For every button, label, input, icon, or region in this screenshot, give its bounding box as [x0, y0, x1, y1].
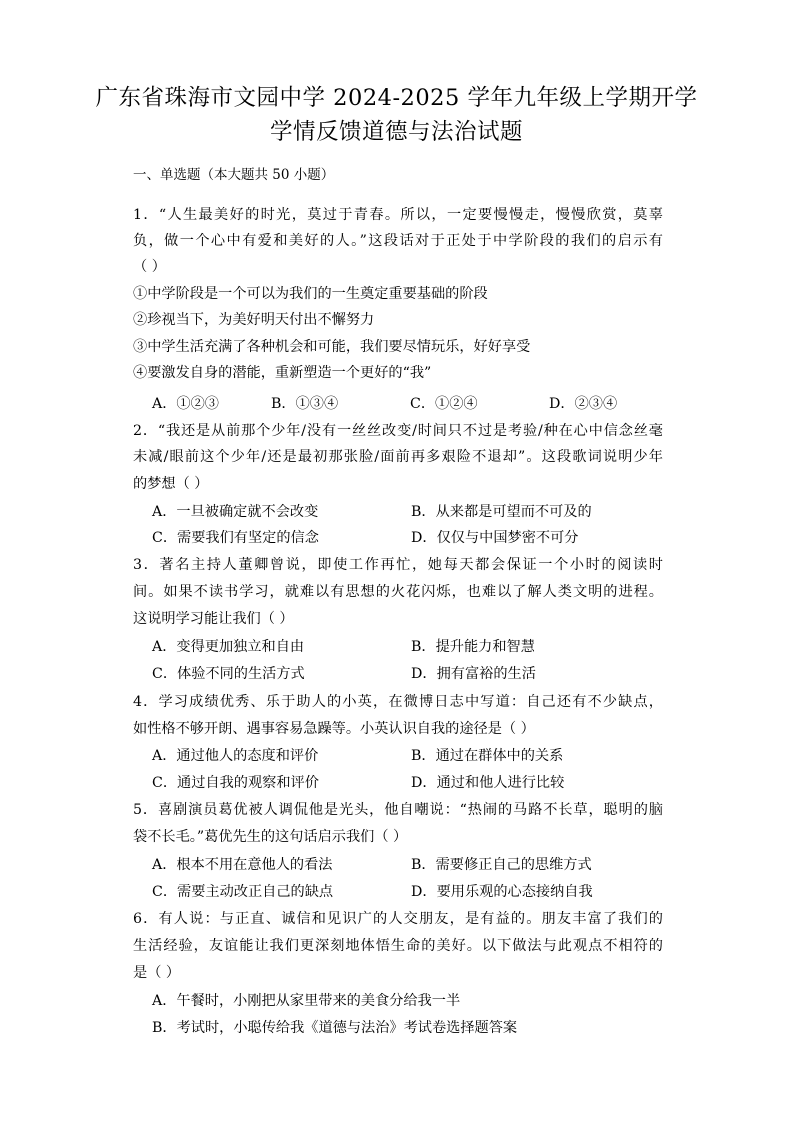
question-3-line: 这说明学习能让我们（ ）: [133, 611, 294, 627]
question-3-line: 3．著名主持人董卿曾说，即使工作再忙，她每天都会保证一个小时的阅读时: [133, 557, 663, 573]
question-4-option-a: A．通过他人的态度和评价: [152, 748, 319, 764]
question-1-item: ④要激发自身的潜能，重新塑造一个更好的“我”: [133, 365, 432, 381]
question-6-option-a: A．午餐时，小刚把从家里带来的美食分给我一半: [152, 993, 461, 1009]
question-2-line: 的梦想（ ）: [133, 476, 209, 492]
question-3-line: 间。如果不读书学习，就难以有思想的火花闪烁，也难以了解人类文明的进程。: [133, 584, 663, 600]
question-6-line: 生活经验，友谊能让我们更深刻地体悟生命的美好。以下做法与此观点不相符的: [133, 938, 663, 954]
question-3-option-a: A．变得更加独立和自由: [152, 639, 305, 655]
question-1-item: ②珍视当下，为美好明天付出不懈努力: [133, 312, 375, 328]
question-4-option-c: C．通过自我的观察和评价: [152, 775, 319, 791]
question-1-item: ③中学生活充满了各种机会和可能，我们要尽情玩乐，好好享受: [133, 339, 531, 355]
question-4-option-b: B．通过在群体中的关系: [411, 748, 564, 764]
question-3-option-b: B．提升能力和智慧: [411, 639, 535, 655]
question-2-option-d: D．仅仅与中国梦密不可分: [411, 530, 579, 546]
question-2-option-b: B．从来都是可望而不可及的: [411, 504, 592, 520]
question-5-option-a: A．根本不用在意他人的看法: [152, 857, 333, 873]
question-4-option-d: D．通过和他人进行比较: [411, 775, 565, 791]
question-5-option-c: C．需要主动改正自己的缺点: [152, 884, 334, 900]
question-1-option-d: D．②③④: [549, 396, 618, 412]
question-3-option-c: C．体验不同的生活方式: [152, 666, 305, 682]
question-3-option-d: D．拥有富裕的生活: [411, 666, 536, 682]
question-2-option-c: C．需要我们有坚定的信念: [152, 530, 319, 546]
question-2-option-a: A．一旦被确定就不会改变: [152, 504, 319, 520]
question-6-line: 6．有人说：与正直、诚信和见识广的人交朋友，是有益的。朋友丰富了我们的: [133, 911, 663, 927]
question-2-line: 未减/眼前这个少年/还是最初那张脸/面前再多艰险不退却”。这段歌词说明少年: [133, 449, 663, 465]
doc-title-line1: 广东省珠海市文园中学 2024-2025 学年九年级上学期开学: [95, 85, 698, 111]
question-1-line: 负，做一个心中有爱和美好的人。”这段话对于正处于中学阶段的我们的启示有: [133, 233, 663, 249]
question-1-option-c: C．①②④: [410, 396, 478, 412]
question-4-line: 4．学习成绩优秀、乐于助人的小英，在微博日志中写道：自己还有不少缺点，: [133, 694, 663, 710]
section-heading: 一、单选题（本大题共 50 小题）: [133, 167, 335, 183]
question-5-option-b: B．需要修正自己的思维方式: [411, 857, 592, 873]
question-5-line: 袋不长毛。”葛优先生的这句话启示我们（ ）: [133, 829, 408, 845]
doc-title-line2: 学情反馈道德与法治试题: [269, 119, 523, 145]
question-1-option-a: A．①②③: [152, 396, 219, 412]
question-1-item: ①中学阶段是一个可以为我们的一生奠定重要基础的阶段: [133, 286, 488, 302]
question-1-line: （ ）: [133, 259, 166, 275]
question-1-option-b: B．①③④: [271, 396, 339, 412]
question-2-line: 2．“我还是从前那个少年/没有一丝丝改变/时间只不过是考验/种在心中信念丝毫: [133, 423, 663, 439]
question-1-line: 1．“人生最美好的时光，莫过于青春。所以，一定要慢慢走，慢慢欣赏，莫辜: [133, 207, 663, 223]
question-6-option-b: B．考试时，小聪传给我《道德与法治》考试卷选择题答案: [152, 1020, 518, 1036]
question-6-line: 是（ ）: [133, 965, 181, 981]
question-4-line: 如性格不够开朗、遇事容易急躁等。小英认识自我的途径是（ ）: [133, 721, 535, 737]
question-5-option-d: D．要用乐观的心态接纳自我: [411, 884, 593, 900]
question-5-line: 5．喜剧演员葛优被人调侃他是光头，他自嘲说：“热闹的马路不长草，聪明的脑: [133, 802, 663, 818]
